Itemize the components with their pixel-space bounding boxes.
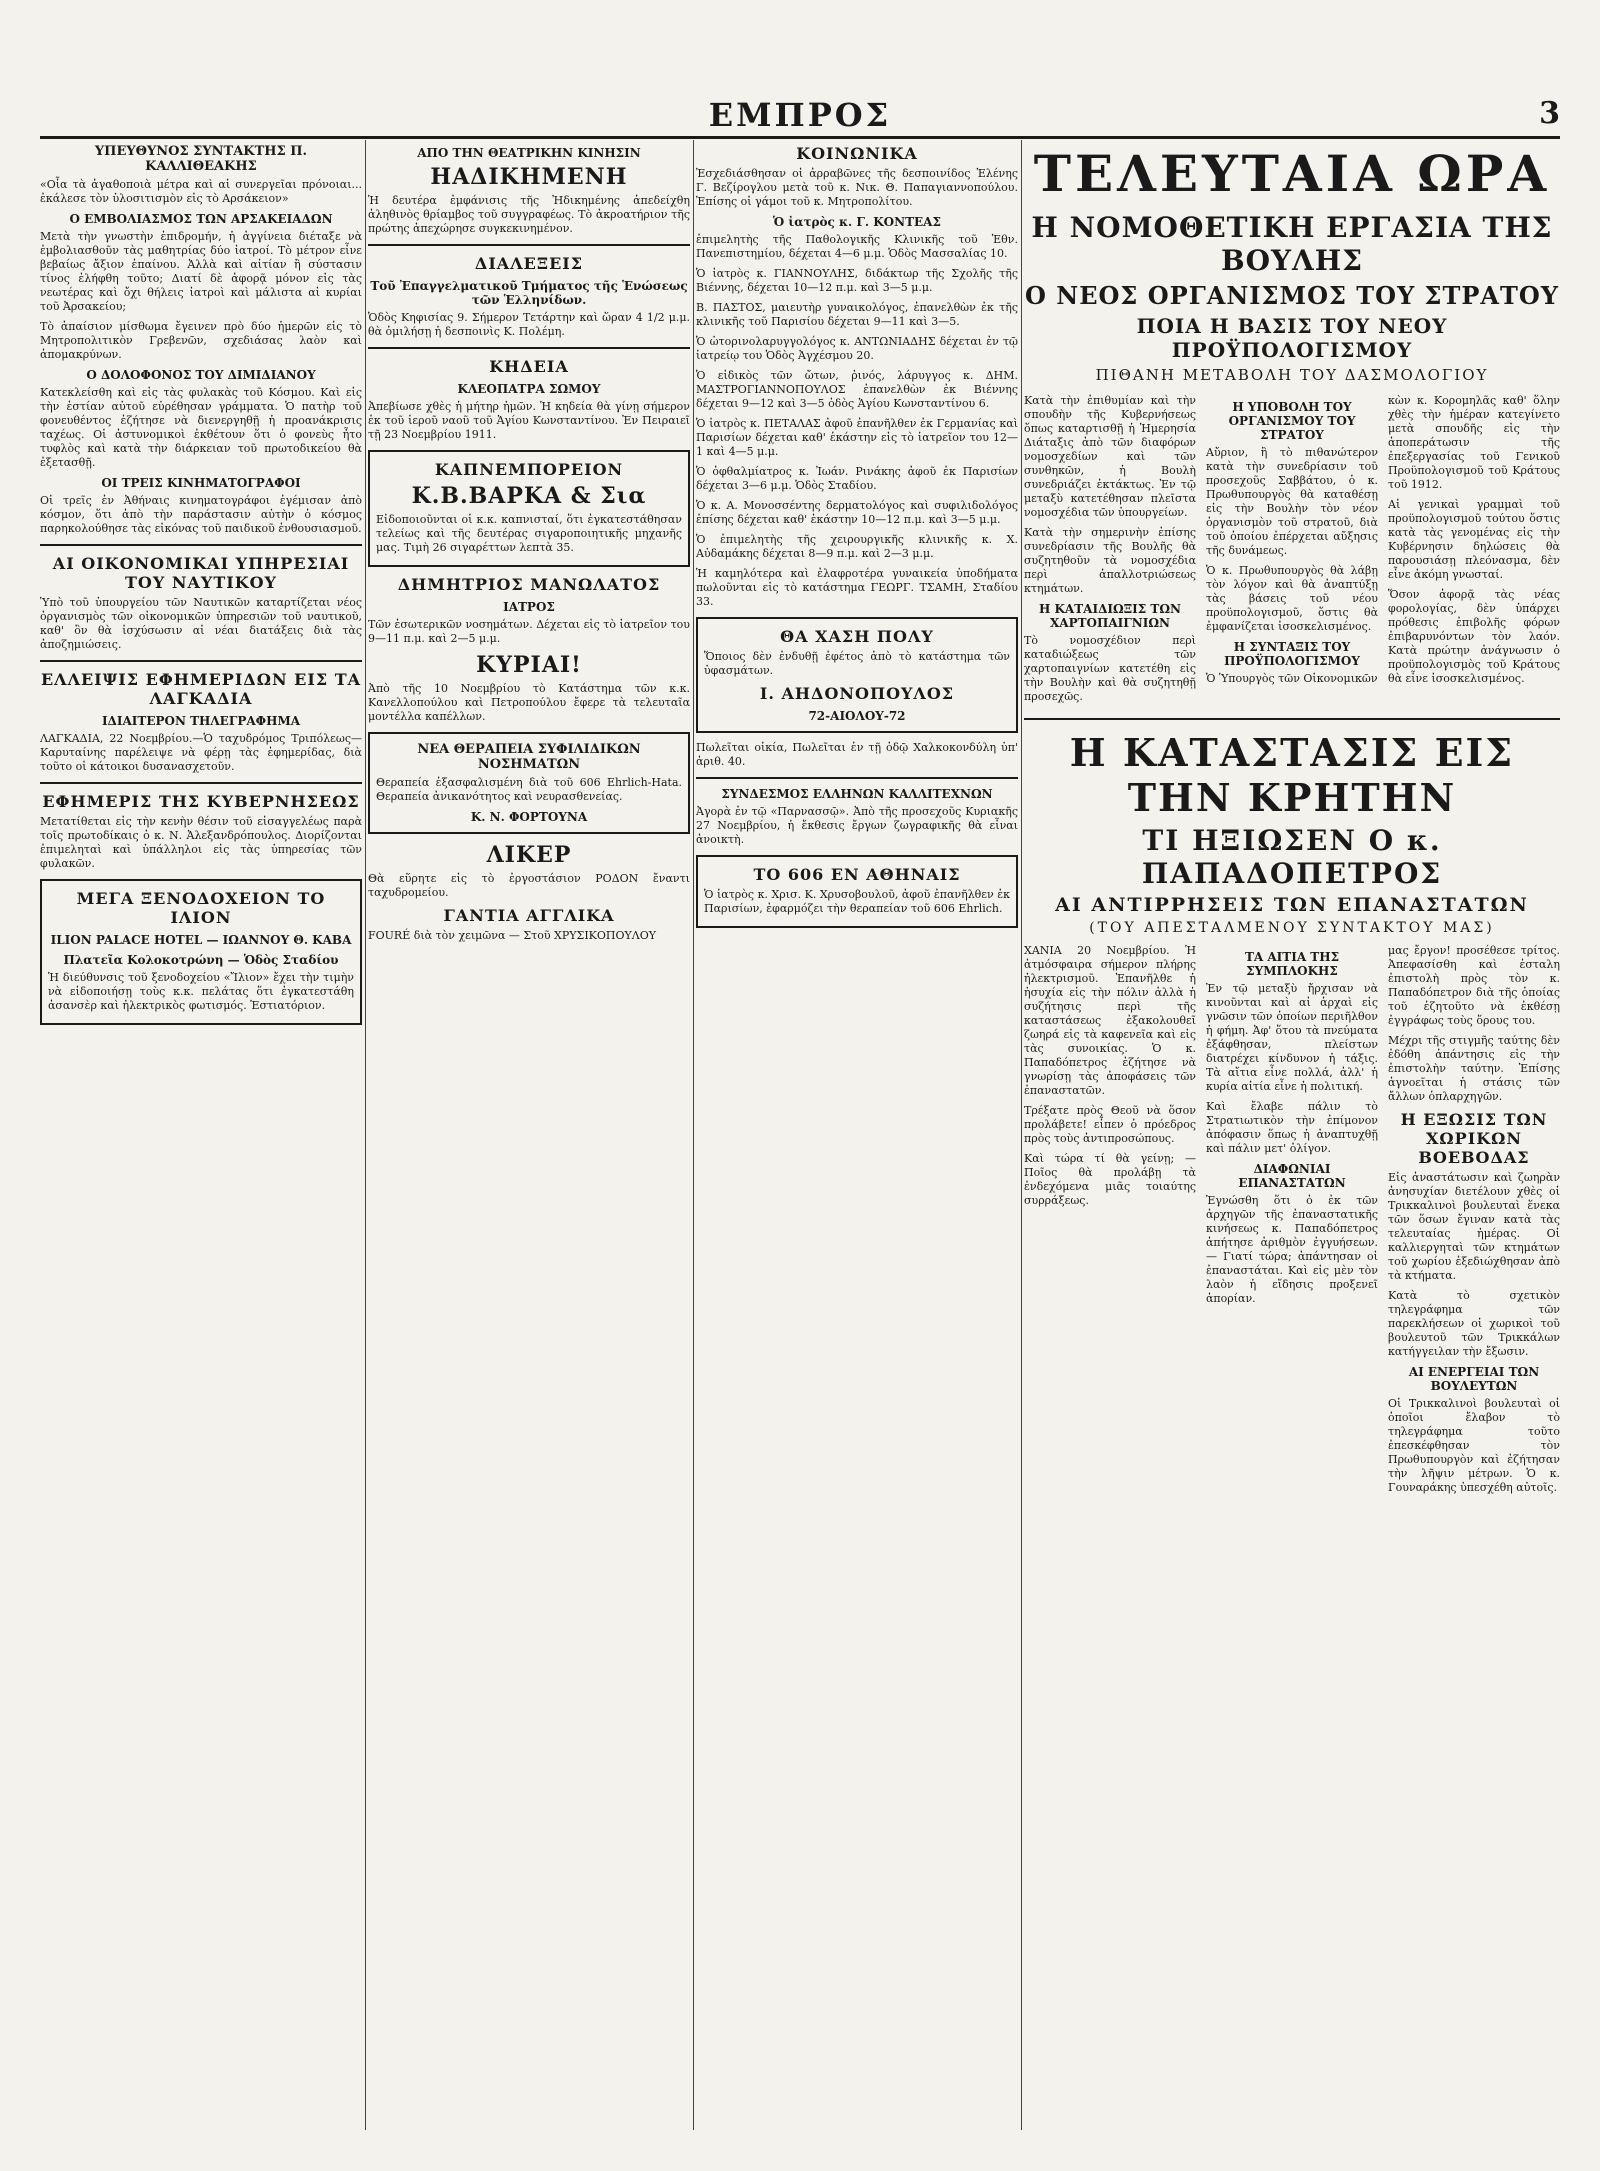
funeral-name: ΚΛΕΟΠΑΤΡΑ ΣΩΜΟΥ [457, 382, 601, 396]
article-heading: Η ΚΑΤΑΙΔΙΩΞΙΣ ΤΩΝ ΧΑΡΤΟΠΑΙΓΝΙΩΝ [1038, 602, 1181, 630]
advert-heading: ΓΑΝΤΙΑ ΑΓΓΛΙΚΑ [443, 906, 615, 925]
advert-text: FOURÉ διὰ τὸν χειμῶνα — Στοῦ ΧΡΥΣΙΚΟΠΟΥΛΟΥ [368, 929, 657, 942]
lead-title: ΤΕΛΕΥΤΑΙΑ ΩΡΑ [1033, 144, 1551, 203]
hotel-advert [40, 879, 362, 1025]
article-heading: Η ΕΞΩΣΙΣ ΤΩΝ ΧΩΡΙΚΩΝ ΒΟΕΒΟΔΑΣ [1400, 1110, 1548, 1167]
divider [368, 347, 690, 349]
article-heading: Ο ΔΟΛΟΦΟΝΟΣ ΤΟΥ ΔΙΜΙΔΙΑΝΟΥ [86, 368, 316, 382]
article-text: ΧΑΝΙΑ 20 Νοεμβρίου. Ἡ ἀτμόσφαιρα σήμερον πλήρης ἠλεκτρισμοῦ. Ἐπανῆλθε ἡ ἡσυχία εἰς τὴν πόλιν ἀλλὰ ἡ συζήτησις περὶ τῆς καταστάσεως ἐξακολουθεῖ ζωηρά εἰς τὰ καφενεῖα καὶ εἰς τὰς συνοικίας. Ὁ κ. Παπαδόπετρος ἐζήτησε νὰ γνωρίσῃ τὰς ἀποφάσεις τῶν ἐπαναστατῶν. [1024, 944, 1196, 1097]
article-text: Ὑπὸ τοῦ ὑπουργείου τῶν Ναυτικῶν καταρτίζεται νέος ὀργανισμὸς τῶν οἰκονομικῶν ὑπηρεσιῶν τοῦ ναυτικοῦ, καθ' ὃν θὰ ἰσχύσωσιν αἱ νέαι διατάξεις διὰ τὰς ἀποζημιώσεις. [40, 596, 362, 651]
advert-doctor: Κ. Ν. ΦΟΡΤΟΥΝΑ [470, 810, 588, 824]
article-text: Ὁδὸς Κηφισίας 9. Σήμερον Τετάρτην καὶ ὥραν 4 1/2 μ.μ. θὰ ὁμιλήσῃ ἡ δεσποινὶς Κ. Πολέμη. [368, 311, 690, 338]
advert-text: Εἰδοποιοῦνται οἱ κ.κ. καπνισταί, ὅτι ἐγκατεστάθησαν τελείως καὶ τῆς δευτέρας σιγαροποιητικῆς μηχανῆς μας. Τιμὴ 26 σιγαρέττων λεπτὰ 35. [376, 513, 682, 554]
editor-line: ΥΠΕΥΘΥΝΟΣ ΣΥΝΤΑΚΤΗΣ Π. ΚΑΛΛΙΘΕΑΚΗΣ [94, 144, 308, 174]
article-heading: ΑΠΟ ΤΗΝ ΘΕΑΤΡΙΚΗΝ ΚΙΝΗΣΙΝ [417, 146, 641, 160]
advert-text: Ἀπὸ τῆς 10 Νοεμβρίου τὸ Κατάστημα τῶν κ.κ. Κανελλοπούλου καὶ Πετροπούλου ἔφερε τὰ τελευταῖα μοντέλλα καπέλλων. [368, 682, 690, 723]
divider [1024, 718, 1560, 720]
crete-headline: ΑΙ ΑΝΤΙΡΡΗΣΕΙΣ ΤΩΝ ΕΠΑΝΑΣΤΑΤΩΝ [1055, 894, 1529, 916]
advert-text: Ἡ διεύθυνσις τοῦ ξενοδοχείου «Ἴλιον» ἔχει τὴν τιμὴν νὰ εἰδοποιήσῃ τοὺς κ.κ. πελάτας ὅτι ἐγκατεστάθη ἀσανσὲρ καὶ ἠλεκτρικὸς φωτισμός. Ἑστιατόριον. [48, 971, 354, 1012]
article-subheading: ΙΑΤΡΟΣ [503, 600, 555, 614]
advert-heading: ΚΑΠΝΕΜΠΟΡΕΙΟΝ [434, 460, 624, 479]
lead-headline: Η ΝΟΜΟΘΕΤΙΚΗ ΕΡΓΑΣΙΑ ΤΗΣ ΒΟΥΛΗΣ [1031, 211, 1553, 277]
article-text: Ὁ ἰατρὸς κ. ΓΙΑΝΝΟΥΛΗΣ, διδάκτωρ τῆς Σχολῆς τῆς Βιέννης, δέχεται 10—12 π.μ. καὶ 3—5 μ.μ. [696, 267, 1018, 294]
article-text: Ἀπεβίωσε χθὲς ἡ μήτηρ ἡμῶν. Ἡ κηδεία θὰ γίνῃ σήμερον ἐκ τοῦ ἱεροῦ ναοῦ τοῦ Ἁγίου Κωνσταντίνου. Ἐν Πειραιεῖ τῇ 23 Νοεμβρίου 1911. [368, 400, 690, 441]
article-heading: Η ΣΥΝΤΑΞΙΣ ΤΟΥ ΠΡΟΫΠΟΛΟΓΙΣΜΟΥ [1224, 640, 1360, 668]
article-heading: ΤΑ ΑΙΤΙΑ ΤΗΣ ΣΥΜΠΛΟΚΗΣ [1244, 950, 1340, 978]
lead-article [1024, 394, 1560, 710]
article-subheading: ΙΔΙΑΙΤΕΡΟΝ ΤΗΛΕΓΡΑΦΗΜΑ [101, 714, 301, 728]
article-text: ἐπιμελητὴς τῆς Παθολογικῆς Κλινικῆς τοῦ Ἐθν. Πανεπιστημίου, δέχεται 4—6 μ.μ. Ὁδὸς Μασσαλίας 10. [696, 233, 1018, 260]
article-text: Ὁ Ὑπουργὸς τῶν Οἰκονομικῶν [1206, 672, 1378, 685]
article-text: Ἐν τῷ μεταξὺ ἤρχισαν νὰ κινοῦνται καὶ αἱ ἀρχαὶ εἰς γνῶσιν τῶν ὁποίων περιῆλθον ἡ φήμη. Ἀφ' ὅτου τὰ πνεύματα ἐξάφθησαν, πλείστων διατρέχει κίνδυνον ἡ τάξις. Τὰ αἴτια εἶνε πολλά, ἀλλ' ἡ κυρία αἰτία εἶνε ἡ πολιτική. [1206, 982, 1378, 1093]
article-text: Κατὰ τὴν σημερινὴν ἐπίσης συνεδρίασιν τῆς Βουλῆς θὰ συζητηθοῦν τὰ νομοσχέδια περὶ ἀπαλλοτριώσεως κτημάτων. [1024, 526, 1196, 595]
article-heading: ΑΙ ΕΝΕΡΓΕΙΑΙ ΤΩΝ ΒΟΥΛΕΥΤΩΝ [1408, 1365, 1540, 1393]
lead-headline: Ο ΝΕΟΣ ΟΡΓΑΝΙΣΜΟΣ ΤΟΥ ΣΤΡΑΤΟΥ [1025, 281, 1559, 310]
article-text: Μετατίθεται εἰς τὴν κενὴν θέσιν τοῦ εἰσαγγελέως παρὰ τοῖς πρωτοδίκαις ὁ κ. Ν. Ἀλεξανδρόπουλος. Διορίζονται ἐπιμεληταὶ καὶ ὑπάλληλοι εἰς τὰς ὑπηρεσίας τῶν φυλακῶν. [40, 815, 362, 870]
article-text: Ὁ ἰατρὸς κ. ΠΕΤΑΛΑΣ ἀφοῦ ἐπανῆλθεν ἐκ Γερμανίας καὶ Παρισίων δέχεται καθ' ἑκάστην εἰς τὸ ἰατρεῖον του 12—1 καὶ 4—5 μ.μ. [696, 417, 1018, 458]
article-heading: ΔΗΜΗΤΡΙΟΣ ΜΑΝΩΛΑΤΟΣ [397, 575, 661, 594]
article-heading: ΔΙΑΦΩΝΙΑΙ ΕΠΑΝΑΣΤΑΤΩΝ [1238, 1162, 1346, 1190]
article-text: «Οἷα τὰ ἀγαθοποιὰ μέτρα καὶ αἱ συνεργεῖαι πρόνοιαι... ἐκάλεσε τὸν ὑλοσιτισμὸν εἰς τὸ Αρσάκειον» [40, 178, 362, 205]
advert-text: Ὅποιος δὲν ἐνδυθῇ ἐφέτος ἀπὸ τὸ κατάστημα τῶν ὑφασμάτων. [704, 650, 1010, 677]
column-rule [693, 140, 694, 2130]
crete-headline: ΤΙ ΗΞΙΩΣΕΝ Ο κ. ΠΑΠΑΔΟΠΕΤΡΟΣ [1141, 824, 1443, 890]
column-rule [1021, 140, 1022, 2130]
article-text: Ὁ ὀφθαλμίατρος κ. Ἰωάν. Ρινάκης ἀφοῦ ἐκ Παρισίων δέχεται 3—6 μ.μ. Ὁδὸς Σταδίου. [696, 465, 1018, 492]
article-text: Ὁ ὠτορινολαρυγγολόγος κ. ΑΝΤΩΝΙΑΔΗΣ δέχεται ἐν τῷ ἰατρείῳ του Ὁδὸς Ἀγχέσμου 20. [696, 335, 1018, 362]
article-text: Ὁ ἐπιμελητὴς τῆς χειρουργικῆς κλινικῆς κ. Χ. Αὐδαμάκης δέχεται 8—9 π.μ. καὶ 2—3 μ.μ. [696, 533, 1018, 560]
lead-subheadline: ΠΙΘΑΝΗ ΜΕΤΑΒΟΛΗ ΤΟΥ ΔΑΣΜΟΛΟΓΙΟΥ [1095, 366, 1489, 384]
article-text: Οἱ Τρικκαλινοὶ βουλευταὶ οἱ ὁποῖοι ἔλαβον τὸ τηλεγράφημα τοῦτο ἐπεσκέφθησαν τὸν Πρωθυπουργὸν καὶ ἐζήτησαν τὴν λῆψιν μέτρων. Ὁ κ. Γουναράκης ὑπεσχέθη αὐτοῖς. [1388, 1397, 1560, 1494]
article-text: Τρέξατε πρὸς Θεοῦ νὰ ὅσον προλάβετε! εἶπεν ὁ πρόεδρος πρὸς τοὺς ἀντιπροσώπους. [1024, 1104, 1196, 1145]
article-heading: ΕΦΗΜΕΡΙΣ ΤΗΣ ΚΥΒΕΡΝΗΣΕΩΣ [42, 792, 360, 811]
advert-address: Πλατεῖα Κολοκοτρώνη — Ὁδὸς Σταδίου [63, 953, 339, 967]
article-text: Ὁ κ. Πρωθυπουργὸς θὰ λάβῃ τὸν λόγον καὶ θὰ ἀναπτύξῃ τὰς βάσεις τοῦ νέου προϋπολογισμοῦ, ὅστις θὰ ἐμφανίζεται ἰσοσκελισμένος. [1206, 564, 1378, 633]
play-title: ΗΑΔΙΚΗΜΕΝΗ [430, 164, 628, 190]
article-text: Κατεκλείσθη καὶ εἰς τὰς φυλακὰς τοῦ Κόσμου. Καὶ εἰς τὴν ἑστίαν αὐτοῦ εὑρέθησαν γράμματα. Ὁ πατὴρ τοῦ φονευθέντος ἐζήτησε νὰ διενεργηθῇ ἡ προανάκρισις ταχέως. Οἱ ἀστυνομικοὶ ἐκθέτουν ὅτι ὁ φονεὺς ἦτο τυφλὸς καὶ κατὰ τὴν διάρκειαν τοῦ πρωτοδικείου θὰ ἐξετασθῇ. [40, 386, 362, 469]
article-text: κὼν κ. Κορομηλᾶς καθ' ὅλην χθὲς τὴν ἡμέραν κατεγίνετο μετὰ σπουδῆς εἰς τὴν ἀποπεράτωσιν τῆς ἐπεξεργασίας τοῦ Γενικοῦ Προϋπολογισμοῦ τοῦ Κράτους τοῦ 1912. [1388, 394, 1560, 491]
article-heading: ΚΟΙΝΩΝΙΚΑ [796, 144, 918, 163]
clinic-advert [368, 732, 690, 834]
article-text: Εἰς ἀναστάτωσιν καὶ ζωηρὰν ἀνησυχίαν διετέλουν χθὲς οἱ Τρικκαλινοὶ βουλευταὶ ἕνεκα τῶν ὅσων ἔγιναν κατὰ τὰς τελευταίας ἡμέρας. Οἱ καλλιεργηταὶ τῶν κτημάτων τοῦ χωρίου ἐξεδιώχθησαν ἀπὸ τὰ κτήματα. [1388, 1171, 1560, 1282]
column-1 [40, 140, 362, 1033]
advert-heading: ΛΙΚΕΡ [486, 842, 572, 868]
column-2 [368, 140, 690, 949]
advert-heading: ΘΑ ΧΑΣΗ ΠΟΛΥ [780, 627, 934, 646]
shop-name: Ι. ΑΗΔΟΝΟΠΟΥΛΟΣ [759, 684, 955, 703]
tobacco-advert [368, 450, 690, 567]
advert-heading: ΤΟ 606 ΕΝ ΑΘΗΝΑΙΣ [753, 865, 961, 884]
article-subheading: Τοῦ Ἐπαγγελματικοῦ Τμήματος τῆς Ἑνώσεως τῶν Ἑλληνίδων. [370, 279, 688, 307]
divider [40, 782, 362, 784]
newspaper-title: ΕΜΠΡΟΣ [708, 96, 892, 134]
article-text: ΛΑΓΚΑΔΙΑ, 22 Νοεμβρίου.—Ὁ ταχυδρόμος Τριπόλεως—Καρυταίνης παρέλειψε νὰ φέρῃ τὰς ἐφημερίδας, διὰ τοῦτο οἱ κάτοικοι δυσανασχετοῦν. [40, 732, 362, 773]
article-text: Ἐγνώσθη ὅτι ὁ ἐκ τῶν ἀρχηγῶν τῆς ἐπαναστατικῆς κινήσεως κ. Παπαδόπετρος ἀπήτησε ἀριθμὸν ἐγγυήσεων. — Γιατί τώρα; ἀπάντησαν οἱ ἐπαναστάται. Καὶ εἰς μὲν τὸν λαὸν ἡ εἴδησις προξενεῖ ἀπορίαν. [1206, 1194, 1378, 1305]
article-text: Οἱ τρεῖς ἐν Ἀθήναις κινηματογράφοι ἐγέμισαν ἀπὸ κόσμον, ὅτι ἀπὸ τὴν παράστασιν αὐτὴν ὁ κόσμος παρηκολούθησε τὰς εἰκόνας τοῦ παιδικοῦ ἐνθουσιασμοῦ. [40, 494, 362, 535]
article-text: Αὔριον, ἢ τὸ πιθανώτερον κατὰ τὴν συνεδρίασιν τοῦ προσεχοῦς Σαββάτου, ὁ κ. Πρωθυπουργὸς θὰ καταθέσῃ εἰς τὴν Βουλὴν τὸν νέον ὀργανισμὸν τοῦ στρατοῦ, διὰ τοῦ ὁποίου ἐπέρχεται αὔξησις τῆς δυνάμεως. [1206, 446, 1378, 557]
divider [40, 660, 362, 662]
article-text: Αἱ γενικαὶ γραμμαὶ τοῦ προϋπολογισμοῦ τούτου ὅστις κατὰ τὰς γενομένας εἰς τὴν Κυβέρνησιν δηλώσεις θὰ παρουσιάσῃ πλεόνασμα, δὲν εἶνε ἀκόμη γνωσταί. [1388, 498, 1560, 581]
advert-text: Ὁ ἰατρὸς κ. Χρισ. Κ. Χρυσοβουλοῦ, ἀφοῦ ἐπανῆλθεν ἐκ Παρισίων, ἐφαρμόζει τὴν θεραπείαν τοῦ 606 Ehrlich. [704, 888, 1010, 915]
page-number: 3 [1539, 96, 1560, 131]
article-text: Ἡ δευτέρα ἐμφάνισις τῆς Ἠδικημένης ἀπεδείχθη ἀληθινὸς θρίαμβος τοῦ συγγραφέως. Τὸ ἀκροατήριον τῆς πρώτης ἀπεχώρησε συγκεκινημένον. [368, 194, 690, 235]
advert-heading: ΚΥΡΙΑΙ! [476, 652, 582, 678]
article-text: Μέχρι τῆς στιγμῆς ταύτης δὲν ἐδόθη ἀπάντησις εἰς τὴν ἐπιστολὴν ταύτην. Ἐπίσης ἀγνοεῖται ἡ στάσις τῶν ἄλλων ὁπλαρχηγῶν. [1388, 1034, 1560, 1103]
article-heading: ΑΙ ΟΙΚΟΝΟΜΙΚΑΙ ΥΠΗΡΕΣΙΑΙ ΤΟΥ ΝΑΥΤΙΚΟΥ [52, 554, 350, 592]
lead-banner [1024, 144, 1560, 384]
masthead [40, 96, 1560, 139]
advert-subheading: ILION PALACE HOTEL — ΙΩΑΝΝΟΥ Θ. ΚΑΒΑ [50, 933, 352, 947]
article-heading: Ὁ ἰατρὸς κ. Γ. ΚΟΝΤΕΑΣ [773, 215, 941, 229]
column-3 [696, 140, 1018, 936]
article-text: Καὶ τώρα τί θὰ γείνῃ; — Ποῖος θὰ προλάβῃ τὰ ἐνδεχόμενα μιᾶς τοιαύτης συρράξεως. [1024, 1152, 1196, 1207]
crete-article [1024, 944, 1560, 1501]
article-text: Κατὰ τὸ σχετικὸν τηλεγράφημα τῶν παρεκλήσεων οἱ χωρικοὶ τοῦ βουλευτοῦ τῶν Τρικκάλων κατήγγειλαν τὴν ἔξωσιν. [1388, 1289, 1560, 1358]
article-text: Β. ΠΑΣΤΟΣ, μαιευτὴρ γυναικολόγος, ἐπανελθὼν ἐκ τῆς κλινικῆς τοῦ Παρισίου δέχεται 9—11 καὶ 3—5. [696, 301, 1018, 328]
article-text: Ἡ καμηλότερα καὶ ἐλαφροτέρα γυναικεία ὑποδήματα πωλοῦνται εἰς τὸ κατάστημα ΓΕΩΡΓ. ΤΣΑΜΗ, Σταδίου 33. [696, 567, 1018, 608]
article-heading: ΕΛΛΕΙΨΙΣ ΕΦΗΜΕΡΙΔΩΝ ΕΙΣ ΤΑ ΛΑΓΚΑΔΙΑ [40, 670, 362, 708]
right-block [1024, 140, 1560, 1501]
article-heading: Η ΥΠΟΒΟΛΗ ΤΟΥ ΟΡΓΑΝΙΣΜΟΥ ΤΟΥ ΣΤΡΑΤΟΥ [1228, 400, 1356, 442]
article-text: Ἐσχεδιάσθησαν οἱ ἀρραβῶνες τῆς δεσποινίδος Ἑλένης Γ. Βεζίρογλου μετὰ τοῦ κ. Νικ. Θ. Παπαγιαννοπούλου. Ἐπίσης οἱ γάμοι τοῦ κ. Μητροπολίτου. [696, 167, 1018, 208]
crete-headline: Η ΚΑΤΑΣΤΑΣΙΣ ΕΙΣ ΤΗΝ ΚΡΗΤΗΝ [1069, 730, 1515, 820]
advert-text: Θὰ εὕρητε εἰς τὸ ἐργοστάσιον ΡΟΔΟΝ ἔναντι ταχυδρομείου. [368, 872, 690, 899]
advert-brand: Κ.Β.ΒΑΡΚΑ & Σια [411, 483, 647, 509]
treatment-advert [696, 855, 1018, 928]
article-text: Ὁ κ. Α. Μονοσσέντης δερματολόγος καὶ συφιλιδολόγος ἐπίσης δέχεται καθ' ἑκάστην 10—12 π.μ. καὶ 3—5 μ.μ. [696, 499, 1018, 526]
advert-heading: ΜΕΓΑ ΞΕΝΟΔΟΧΕΙΟΝ ΤΟ ΙΛΙΟΝ [76, 889, 326, 927]
shop-address: 72-ΑΙΟΛΟΥ-72 [808, 709, 906, 723]
article-text: Κατὰ τὴν ἐπιθυμίαν καὶ τὴν σπουδὴν τῆς Κυβερνήσεως ὅπως καταρτισθῇ ἡ Ἡμερησία Διάταξις ἀπὸ τῶν διαφόρων νομοσχεδίων καὶ τῶν συνθηκῶν, ἡ Βουλὴ συνεδριάζει ἐκτάκτως. Ἐν τῷ μεταξὺ κατετέθησαν πλεῖστα νομοσχέδια τῶν ὑπουργείων. [1024, 394, 1196, 519]
article-heading: ΣΥΝΔΕΣΜΟΣ ΕΛΛΗΝΩΝ ΚΑΛΛΙΤΕΧΝΩΝ [721, 787, 993, 801]
divider [368, 244, 690, 246]
article-text: Μετὰ τὴν γνωστὴν ἐπιδρομήν, ἡ ἀγγίνεια διέταξε νὰ ἐμβολιασθοῦν τὰς μαθητρίας δύο ἰατροί. Τὸ μέτρον εἶνε βεβαίως ἄξιον ἐπαίνου. Ἀλλὰ καὶ αἰτίαν ἢ σύστασιν τίνος ἐλήφθη τοῦτο; Διατί δὲ ἀφορᾷ μόνον εἰς τὰς νεωτέρας καὶ ὄχι θήλεις ἰατροὶ καὶ μάλιστα αἱ κυρίαι τοῦ Ἀρσακείου; [40, 230, 362, 313]
lead-headline: ΠΟΙΑ Η ΒΑΣΙΣ ΤΟΥ ΝΕΟΥ ΠΡΟΫΠΟΛΟΓΙΣΜΟΥ [1136, 314, 1448, 362]
article-text: μας ἔργον! προσέθεσε τρίτος. Ἀπεφασίσθη καὶ ἐσταλη ἐπιστολὴ πρὸς τὸν κ. Παπαδόπετρον διὰ τῆς ὁποίας τοῦ ἐζητοῦτο νὰ ἐκθέσῃ ἐγγράφως τοὺς ὅρους του. [1388, 944, 1560, 1027]
article-text: Τῶν ἐσωτερικῶν νοσημάτων. Δέχεται εἰς τὸ ἰατρεῖον του 9—11 π.μ. καὶ 2—5 μ.μ. [368, 618, 690, 645]
article-heading: ΟΙ ΤΡΕΙΣ ΚΙΝΗΜΑΤΟΓΡΑΦΟΙ [101, 476, 301, 490]
shop-advert [696, 617, 1018, 733]
article-text: Ἀγορὰ ἐν τῷ «Παρνασσῷ». Ἀπὸ τῆς προσεχοῦς Κυριακῆς 27 Νοεμβρίου, ἡ ἔκθεσις ἔργων ζωγραφικῆς θὰ εἶναι ἀνοικτὴ. [696, 805, 1018, 846]
article-text: Ὁ εἰδικὸς τῶν ὤτων, ῥινός, λάρυγγος κ. ΔΗΜ. ΜΑΣΤΡΟΓΙΑΝΝΟΠΟΥΛΟΣ ἐπανελθὼν ἐκ Βιέννης δέχεται 9—12 καὶ 3—5 ὁδὸς Ἁγίου Κωνσταντίνου 6. [696, 369, 1018, 410]
divider [696, 777, 1018, 779]
divider [40, 544, 362, 546]
article-text: Πωλεῖται οἰκία, Πωλεῖται ἐν τῇ ὁδῷ Χαλκοκονδύλη ὑπ' ἀριθ. 40. [696, 741, 1018, 768]
article-text: Καὶ ἔλαβε πάλιν τὸ Στρατιωτικὸν τὴν ἐπίμονον ἀπόφασιν ὅπως ἡ ἀναπτυχθῇ καὶ πάλιν μετ' ὀλίγον. [1206, 1100, 1378, 1155]
advert-heading: ΝΕΑ ΘΕΡΑΠΕΙΑ ΣΥΦΙΛΙΔΙΚΩΝ ΝΟΣΗΜΑΤΩΝ [417, 742, 641, 772]
column-rule [365, 140, 366, 2130]
article-heading: ΚΗΔΕΙΑ [489, 357, 569, 376]
article-text: Ὅσον ἀφορᾷ τὰς νέας φορολογίας, δὲν ὑπάρχει πρόθεσις ἐπιβολῆς φόρων ἐπιβαρυνόντων τὸν λαόν. Κατὰ πρώτην ἀνάγνωσιν ὁ προϋπολογισμὸς τοῦ Κράτους θὰ εἶνε ἰσοσκελισμένος. [1388, 588, 1560, 685]
article-heading: ΔΙΑΛΕΞΕΙΣ [474, 254, 584, 273]
article-heading: Ο ΕΜΒΟΛΙΑΣΜΟΣ ΤΩΝ ΑΡΣΑΚΕΙΑΔΩΝ [69, 212, 333, 226]
advert-text: Θεραπεία ἐξασφαλισμένη διὰ τοῦ 606 Ehrlich-Hata. Θεραπεία ἀνικανότητος καὶ νευρασθενείας. [376, 776, 682, 803]
crete-byline: (ΤΟΥ ΑΠΕΣΤΑΛΜΕΝΟΥ ΣΥΝΤΑΚΤΟΥ ΜΑΣ) [1089, 920, 1495, 936]
article-text: Τὸ ἀπαίσιον μίσθωμα ἔγεινεν πρὸ δύο ἡμερῶν εἰς τὸ Μητροπολιτικὸν Γρεβενῶν, σχεδιάσας λαὸν καὶ ἀπομακρύνων. [40, 320, 362, 361]
article-text: Τὸ νομοσχέδιον περὶ καταδιώξεως τῶν χαρτοπαιγνίων κατετέθη εἰς τὴν Βουλὴν καὶ θὰ συζητηθῇ προσεχῶς. [1024, 634, 1196, 703]
